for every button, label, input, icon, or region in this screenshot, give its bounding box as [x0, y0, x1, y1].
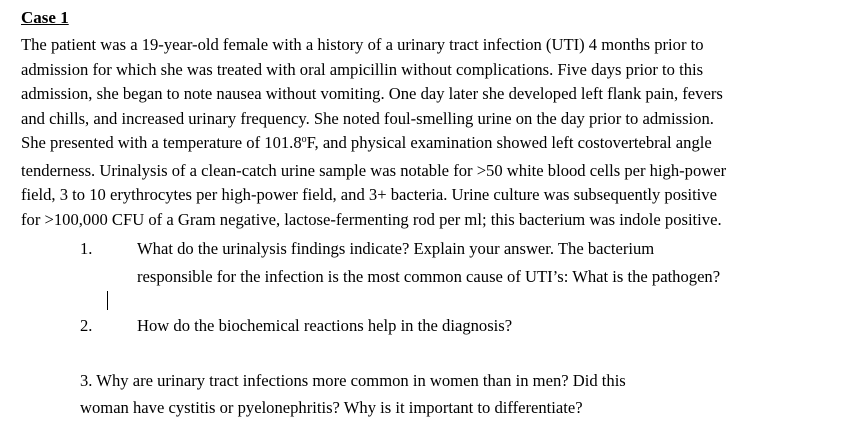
temperature-text: She presented with a temperature of 101.8 — [21, 133, 302, 152]
question-3-line-1: 3. Why are urinary tract infections more common in women than in men? Did this — [80, 371, 626, 390]
paragraph-line: The patient was a 19-year-old female with a history of a urinary tract infection (UTI) 4 months prior to — [21, 35, 704, 54]
case-title: Case 1 — [21, 8, 69, 27]
question-1-number: 1. — [80, 239, 93, 258]
paragraph-line: admission, she began to note nausea without vomiting. One day later she developed left flank pain, fevers — [21, 84, 723, 103]
case-description — [21, 33, 851, 232]
degree-symbol: o — [301, 134, 307, 145]
paragraph-line: for >100,000 CFU of a Gram negative, lactose-fermenting rod per ml; this bacterium was indole positive. — [21, 209, 722, 229]
question-1-line-2: responsible for the infection is the most common cause of UTI’s: What is the pathogen? — [137, 267, 721, 286]
text-cursor — [107, 291, 108, 310]
question-1-line-1: What do the urinalysis findings indicate? Explain your answer. The bacterium — [137, 239, 655, 258]
question-2-number: 2. — [80, 316, 93, 335]
paragraph-line: and chills, and increased urinary frequency. She noted foul-smelling urine on the day prior to admission. — [21, 108, 714, 128]
paragraph-line: tenderness. Urinalysis of a clean-catch urine sample was notable for >50 white blood cells per high-power — [21, 160, 727, 180]
question-2-text: How do the biochemical reactions help in the diagnosis? — [137, 316, 513, 335]
paragraph-line: field, 3 to 10 erythrocytes per high-power field, and 3+ bacteria. Urine culture was subsequently positive — [21, 185, 717, 204]
temperature-text-continued: F, and physical examination showed left costovertebral angle — [306, 133, 712, 152]
paragraph-line: admission for which she was treated with oral ampicillin without complications. Five days prior to this — [21, 59, 704, 79]
paragraph-line-temperature — [21, 131, 851, 159]
question-3-line-2: woman have cystitis or pyelonephritis? Why is it important to differentiate? — [80, 398, 583, 417]
